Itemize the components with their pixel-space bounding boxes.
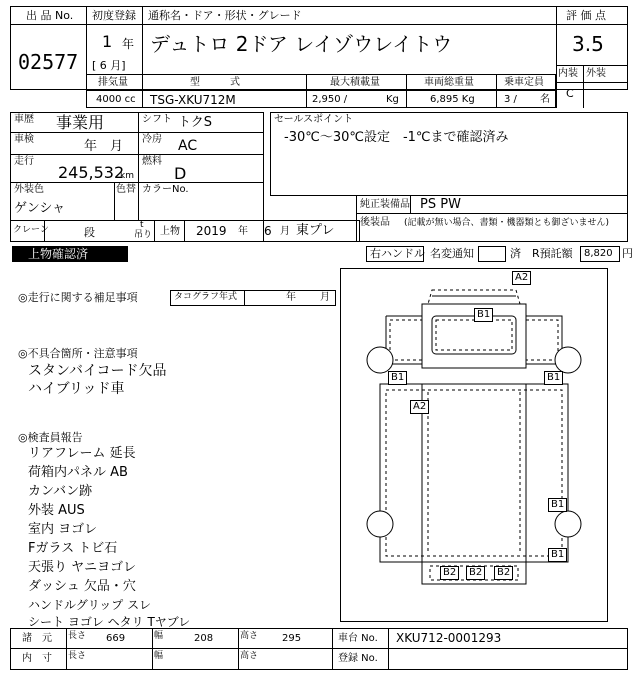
tax-label: 済	[510, 247, 521, 260]
body-check-label: 上物確認済	[28, 247, 89, 261]
model-label: 通称名・ドア・形状・グレード	[148, 9, 302, 22]
model-code-value: TSG-XKU712M	[150, 93, 236, 107]
crane-ton: t	[140, 220, 144, 230]
int-height-label: 高さ	[240, 651, 259, 661]
fuel-label: 燃料	[142, 156, 162, 167]
color-value: ゲンシャ	[14, 201, 66, 216]
steering-value: 右ハンドル	[370, 247, 425, 260]
ac-label: 冷房	[142, 134, 162, 145]
max-load-label: 最大積載量	[330, 77, 380, 88]
mark-b1-cab: B1	[474, 308, 493, 322]
reg-no-label: 登録 No.	[338, 653, 378, 664]
ac-value: AC	[178, 138, 198, 154]
int-width-label: 幅	[154, 651, 164, 661]
gvw-value: 6,895 Kg	[430, 94, 475, 105]
color-label: 外装色	[14, 184, 44, 195]
lot-no-value: 02577	[18, 50, 79, 74]
score-label: 評 価 点	[566, 9, 606, 22]
chassis-label: 車台 No.	[338, 633, 378, 644]
mileage-value: 245,532	[58, 163, 125, 182]
inspector-item: 天張り ヤニヨゴレ	[28, 560, 137, 575]
first-reg-month: [ 6 月]	[92, 59, 126, 72]
inspector-item: リアフレーム 延長	[28, 446, 136, 461]
color-no-label: カラーNo.	[142, 184, 189, 195]
body-check-badge	[12, 246, 128, 262]
body-year-unit: 年	[238, 226, 248, 237]
interior-grade: C	[566, 87, 574, 100]
deposit-value: 8,820	[584, 248, 613, 259]
defect-item: ハイブリッド車	[28, 381, 125, 397]
mark-b2: B2	[440, 566, 459, 580]
inspector-item: カンバン跡	[28, 484, 93, 499]
inspector-item: 荷箱内パネル AB	[28, 465, 128, 480]
model-code-label: 型 式	[190, 77, 240, 88]
height-value: 295	[282, 633, 302, 644]
footer-frame	[10, 628, 628, 670]
width-value: 208	[194, 633, 214, 644]
inspection-value: 年 月	[84, 139, 124, 154]
shift-value: トクS	[178, 115, 212, 130]
mark-b2: B2	[494, 566, 513, 580]
capacity-label: 乗車定員	[504, 77, 544, 88]
displacement-label: 排気量	[98, 77, 128, 88]
deposit-label: R預託額	[532, 247, 573, 260]
mark-b1-left-front: B1	[388, 371, 407, 385]
length-label: 長さ	[68, 631, 87, 641]
tachograph-label: タコグラフ年式	[174, 292, 238, 302]
first-reg-year-unit: 年	[122, 37, 135, 51]
inspector-label: ◎検査員報告	[18, 431, 83, 444]
tachograph-year: 年	[286, 292, 296, 303]
mark-b1-right-rear: B1	[548, 548, 567, 562]
crane-hang: 吊り	[134, 230, 153, 240]
mark-b1-right-front: B1	[544, 371, 563, 385]
capacity-unit: 名	[540, 94, 550, 105]
width-label: 幅	[154, 631, 164, 641]
after-equipment-label: 後装品	[360, 217, 390, 228]
lot-no-label: 出 品 No.	[26, 9, 74, 22]
body-label: 上物	[160, 226, 180, 237]
change-notice-label: 名変通知	[430, 247, 474, 260]
change-notice-box	[478, 246, 506, 262]
driving-notes-label: ◎走行に関する補足事項	[18, 291, 138, 304]
height-label: 高さ	[240, 631, 259, 641]
history-label: 車歴	[14, 114, 34, 125]
history-value: 事業用	[56, 113, 105, 132]
interior-label: 内装	[558, 68, 578, 79]
inspector-item: ダッシュ 欠品・穴	[28, 579, 136, 594]
max-load-unit: Kg	[386, 94, 399, 105]
mark-b2: B2	[466, 566, 485, 580]
model-name: デュトロ 2ドア レイゾウレイトウ	[150, 32, 453, 56]
body-year: 2019	[196, 224, 227, 238]
first-reg-year: 1	[102, 32, 113, 51]
first-reg-label: 初度登録	[92, 9, 136, 22]
after-equipment-note: (記載が無い場合、書類・機器類とも御ざいません)	[404, 218, 610, 228]
mileage-label: 走行	[14, 156, 34, 167]
inspector-item: ハンドルグリップ スレ	[28, 598, 152, 612]
sales-points-label: セールスポイント	[274, 114, 354, 125]
inspector-item: 外装 AUS	[28, 503, 85, 518]
exterior-label: 外装	[586, 68, 606, 79]
crane-label: クレーン	[13, 225, 49, 235]
chassis-value: XKU712-0001293	[396, 631, 502, 645]
length-value: 669	[106, 633, 126, 644]
inspector-item: シート ヨゴレ ヘタリ Tヤブレ	[28, 615, 191, 629]
body-month: 6	[264, 224, 272, 238]
capacity-value: 3 /	[504, 94, 517, 105]
inspection-label: 車検	[14, 134, 34, 145]
score-value: 3.5	[572, 32, 604, 56]
body-maker: 東プレ	[296, 223, 335, 238]
color-change-label: 色替	[116, 184, 136, 195]
body-month-unit: 月	[280, 226, 290, 237]
mark-a2-left: A2	[410, 400, 429, 414]
inspector-item: 室内 ヨゴレ	[28, 522, 98, 537]
sales-points-text: -30℃～30℃設定 -1℃まで確認済み	[284, 130, 509, 145]
mark-a2-top: A2	[512, 271, 531, 285]
std-equipment-value: PS PW	[420, 197, 461, 212]
crane-stage: 段	[84, 226, 95, 239]
interior-dims-label: 内 寸	[22, 653, 52, 664]
deposit-unit: 円	[622, 247, 633, 260]
max-load-value: 2,950 /	[312, 94, 348, 105]
mark-b1-right-mid: B1	[548, 498, 567, 512]
dims-label: 諸 元	[22, 633, 52, 644]
tachograph-month: 月	[320, 292, 330, 303]
displacement-value: 4000 cc	[96, 94, 136, 105]
std-equipment-label: 純正装備品	[360, 199, 410, 210]
fuel-value: D	[174, 164, 187, 183]
defect-item: スタンバイコード欠品	[28, 363, 167, 379]
shift-label: シフト	[142, 114, 172, 125]
inspector-item: Fガラス トビ石	[28, 541, 118, 556]
defects-label: ◎不具合箇所・注意事項	[18, 347, 138, 360]
mileage-unit: km	[120, 171, 134, 181]
gvw-label: 車両総重量	[424, 77, 474, 88]
int-length-label: 長さ	[68, 651, 87, 661]
